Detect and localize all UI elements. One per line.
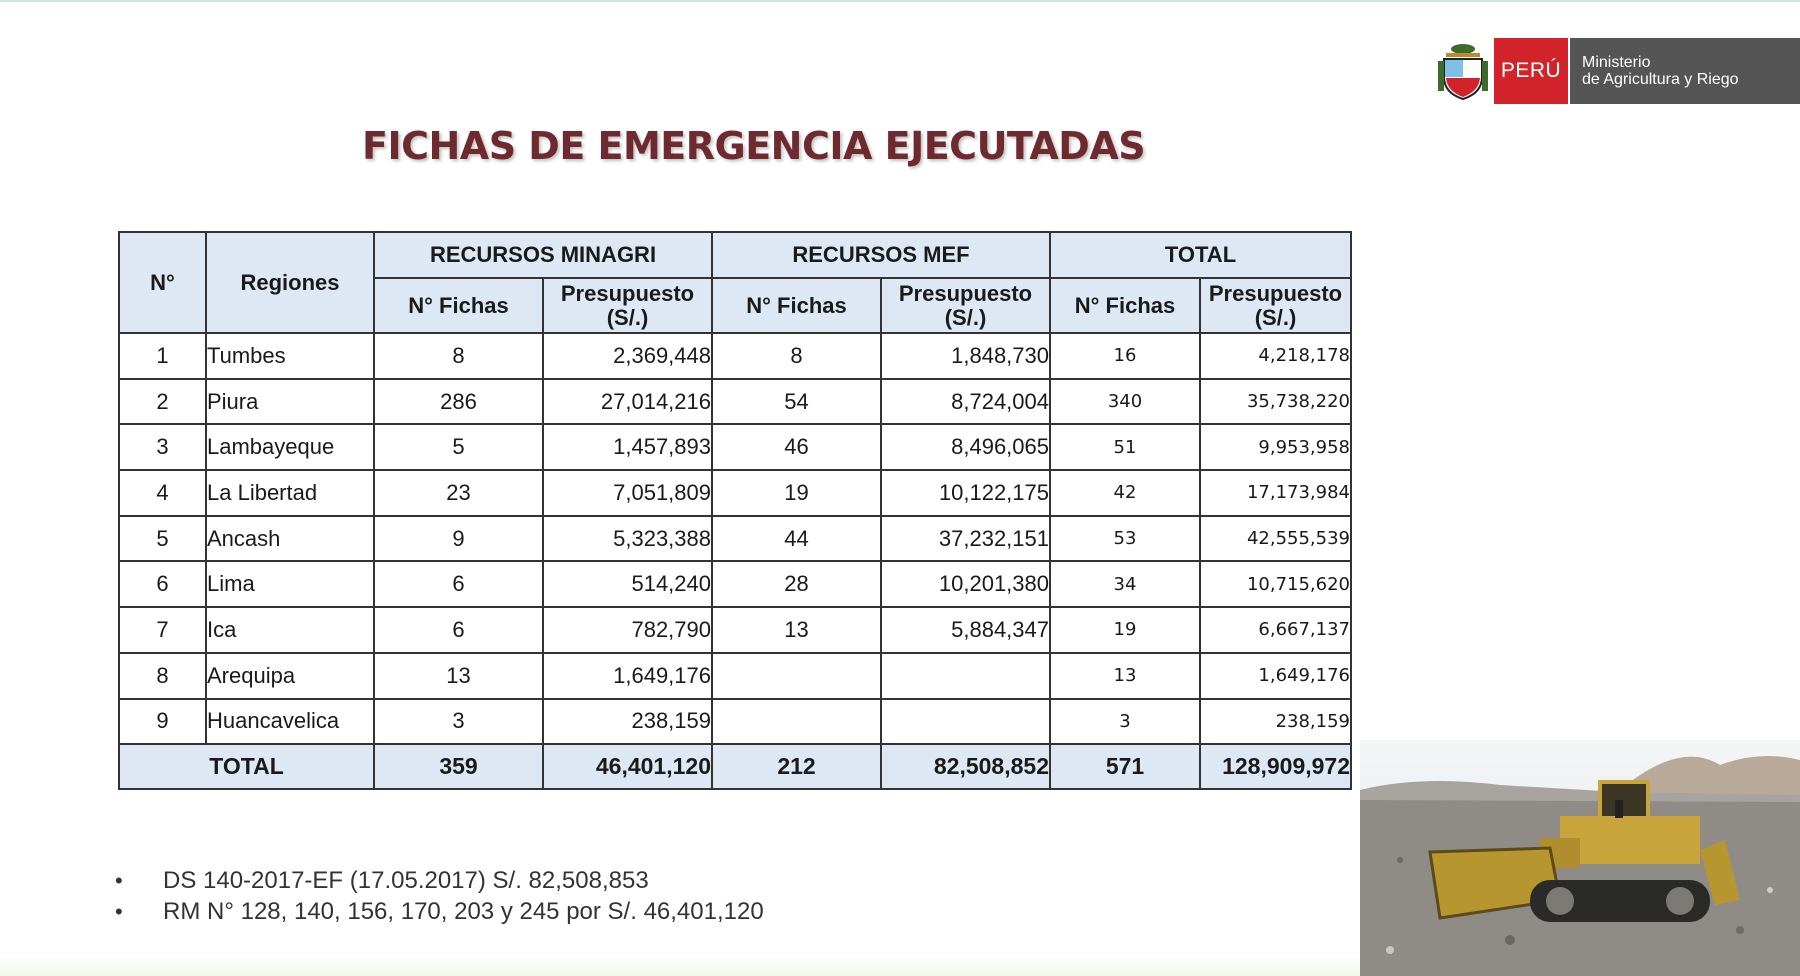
cell-minagri-presupuesto: 27,014,216 xyxy=(543,379,712,425)
table-row xyxy=(119,516,1351,562)
ministry-line-2: de Agricultura y Riego xyxy=(1582,71,1739,88)
cell-total-presupuesto: 10,715,620 xyxy=(1200,561,1351,607)
cell-mef-presupuesto: 1,848,730 xyxy=(881,333,1050,379)
group-mef-header: RECURSOS MEF xyxy=(712,232,1050,278)
bottom-fade xyxy=(0,956,1360,976)
cell-total-fichas: 19 xyxy=(1050,607,1200,653)
total-minagri-fichas: 359 xyxy=(374,744,543,789)
cell-total-presupuesto: 17,173,984 xyxy=(1200,470,1351,516)
peru-label: PERÚ xyxy=(1494,38,1570,104)
cell-region: Piura xyxy=(206,379,374,425)
note-text: DS 140-2017-EF (17.05.2017) S/. 82,508,853 xyxy=(163,867,649,894)
cell-mef-fichas xyxy=(712,699,881,745)
cell-minagri-presupuesto: 238,159 xyxy=(543,699,712,745)
group-minagri-header: RECURSOS MINAGRI xyxy=(374,232,712,278)
cell-mef-fichas: 28 xyxy=(712,561,881,607)
cell-total-fichas: 16 xyxy=(1050,333,1200,379)
cell-mef-fichas: 44 xyxy=(712,516,881,562)
cell-mef-presupuesto xyxy=(881,653,1050,699)
cell-minagri-fichas: 23 xyxy=(374,470,543,516)
cell-total-presupuesto: 42,555,539 xyxy=(1200,516,1351,562)
cell-minagri-presupuesto: 7,051,809 xyxy=(543,470,712,516)
cell-n: 4 xyxy=(119,470,206,516)
cell-mef-presupuesto: 10,122,175 xyxy=(881,470,1050,516)
cell-total-presupuesto: 4,218,178 xyxy=(1200,333,1351,379)
cell-n: 9 xyxy=(119,699,206,745)
bulldozer-photo xyxy=(1360,740,1800,976)
cell-minagri-presupuesto: 5,323,388 xyxy=(543,516,712,562)
table-row xyxy=(119,470,1351,516)
cell-total-presupuesto: 9,953,958 xyxy=(1200,424,1351,470)
cell-minagri-presupuesto: 514,240 xyxy=(543,561,712,607)
cell-n: 1 xyxy=(119,333,206,379)
page-title: FICHAS DE EMERGENCIA EJECUTADAS xyxy=(362,124,1146,168)
cell-region: Ica xyxy=(206,607,374,653)
table-row xyxy=(119,379,1351,425)
group-total-header: TOTAL xyxy=(1050,232,1351,278)
table-row xyxy=(119,699,1351,745)
header-row-1 xyxy=(119,232,1351,278)
cell-n: 7 xyxy=(119,607,206,653)
cell-n: 3 xyxy=(119,424,206,470)
cell-minagri-fichas: 5 xyxy=(374,424,543,470)
list-item xyxy=(115,896,764,927)
note-text: RM N° 128, 140, 156, 170, 203 y 245 por S/. 46,401,120 xyxy=(163,898,764,925)
cell-total-fichas: 340 xyxy=(1050,379,1200,425)
total-fichas: 571 xyxy=(1050,744,1200,789)
bullet-icon: • xyxy=(115,899,123,924)
cell-total-presupuesto: 1,649,176 xyxy=(1200,653,1351,699)
coat-of-arms-icon xyxy=(1438,41,1488,101)
total-fichas-header: N° Fichas xyxy=(1050,278,1200,333)
cell-total-fichas: 13 xyxy=(1050,653,1200,699)
cell-minagri-presupuesto: 1,457,893 xyxy=(543,424,712,470)
total-presupuesto-header: Presupuesto (S/.) xyxy=(1200,278,1351,333)
cell-minagri-fichas: 6 xyxy=(374,607,543,653)
cell-region: Ancash xyxy=(206,516,374,562)
total-minagri-presupuesto: 46,401,120 xyxy=(543,744,712,789)
ministry-line-1: Ministerio xyxy=(1582,54,1651,71)
cell-minagri-fichas: 3 xyxy=(374,699,543,745)
cell-region: Lambayeque xyxy=(206,424,374,470)
cell-minagri-fichas: 286 xyxy=(374,379,543,425)
ministry-label xyxy=(1570,38,1800,104)
col-region-header: Regiones xyxy=(206,232,374,333)
cell-mef-presupuesto: 37,232,151 xyxy=(881,516,1050,562)
cell-total-presupuesto: 238,159 xyxy=(1200,699,1351,745)
cell-n: 2 xyxy=(119,379,206,425)
cell-minagri-fichas: 8 xyxy=(374,333,543,379)
ministry-logo xyxy=(1438,38,1800,104)
cell-mef-fichas: 13 xyxy=(712,607,881,653)
cell-mef-fichas: 46 xyxy=(712,424,881,470)
list-item xyxy=(115,865,764,896)
cell-total-fichas: 34 xyxy=(1050,561,1200,607)
cell-region: Huancavelica xyxy=(206,699,374,745)
cell-minagri-presupuesto: 1,649,176 xyxy=(543,653,712,699)
cell-total-fichas: 51 xyxy=(1050,424,1200,470)
table-row xyxy=(119,333,1351,379)
cell-mef-fichas: 8 xyxy=(712,333,881,379)
table-row xyxy=(119,561,1351,607)
cell-minagri-fichas: 6 xyxy=(374,561,543,607)
col-n-header: N° xyxy=(119,232,206,333)
mef-fichas-header: N° Fichas xyxy=(712,278,881,333)
cell-region: Arequipa xyxy=(206,653,374,699)
cell-n: 8 xyxy=(119,653,206,699)
cell-total-fichas: 42 xyxy=(1050,470,1200,516)
cell-region: La Libertad xyxy=(206,470,374,516)
emergency-table xyxy=(118,231,1352,790)
cell-region: Lima xyxy=(206,561,374,607)
cell-mef-fichas: 19 xyxy=(712,470,881,516)
minagri-presupuesto-header: Presupuesto (S/.) xyxy=(543,278,712,333)
cell-mef-presupuesto: 10,201,380 xyxy=(881,561,1050,607)
table-row xyxy=(119,653,1351,699)
cell-minagri-presupuesto: 2,369,448 xyxy=(543,333,712,379)
mef-presupuesto-header: Presupuesto (S/.) xyxy=(881,278,1050,333)
cell-mef-fichas: 54 xyxy=(712,379,881,425)
cell-mef-presupuesto xyxy=(881,699,1050,745)
total-presupuesto: 128,909,972 xyxy=(1200,744,1351,789)
total-mef-fichas: 212 xyxy=(712,744,881,789)
cell-n: 5 xyxy=(119,516,206,562)
cell-mef-presupuesto: 5,884,347 xyxy=(881,607,1050,653)
top-accent-line xyxy=(0,0,1800,2)
cell-mef-fichas xyxy=(712,653,881,699)
cell-mef-presupuesto: 8,724,004 xyxy=(881,379,1050,425)
cell-minagri-fichas: 9 xyxy=(374,516,543,562)
minagri-fichas-header: N° Fichas xyxy=(374,278,543,333)
cell-n: 6 xyxy=(119,561,206,607)
cell-minagri-presupuesto: 782,790 xyxy=(543,607,712,653)
cell-mef-presupuesto: 8,496,065 xyxy=(881,424,1050,470)
cell-total-presupuesto: 6,667,137 xyxy=(1200,607,1351,653)
cell-minagri-fichas: 13 xyxy=(374,653,543,699)
bullet-icon: • xyxy=(115,868,123,893)
cell-total-fichas: 53 xyxy=(1050,516,1200,562)
total-row xyxy=(119,744,1351,789)
total-mef-presupuesto: 82,508,852 xyxy=(881,744,1050,789)
notes-list xyxy=(115,865,764,927)
cell-total-fichas: 3 xyxy=(1050,699,1200,745)
table-row xyxy=(119,424,1351,470)
cell-region: Tumbes xyxy=(206,333,374,379)
table-row xyxy=(119,607,1351,653)
cell-total-presupuesto: 35,738,220 xyxy=(1200,379,1351,425)
total-label: TOTAL xyxy=(119,744,374,789)
